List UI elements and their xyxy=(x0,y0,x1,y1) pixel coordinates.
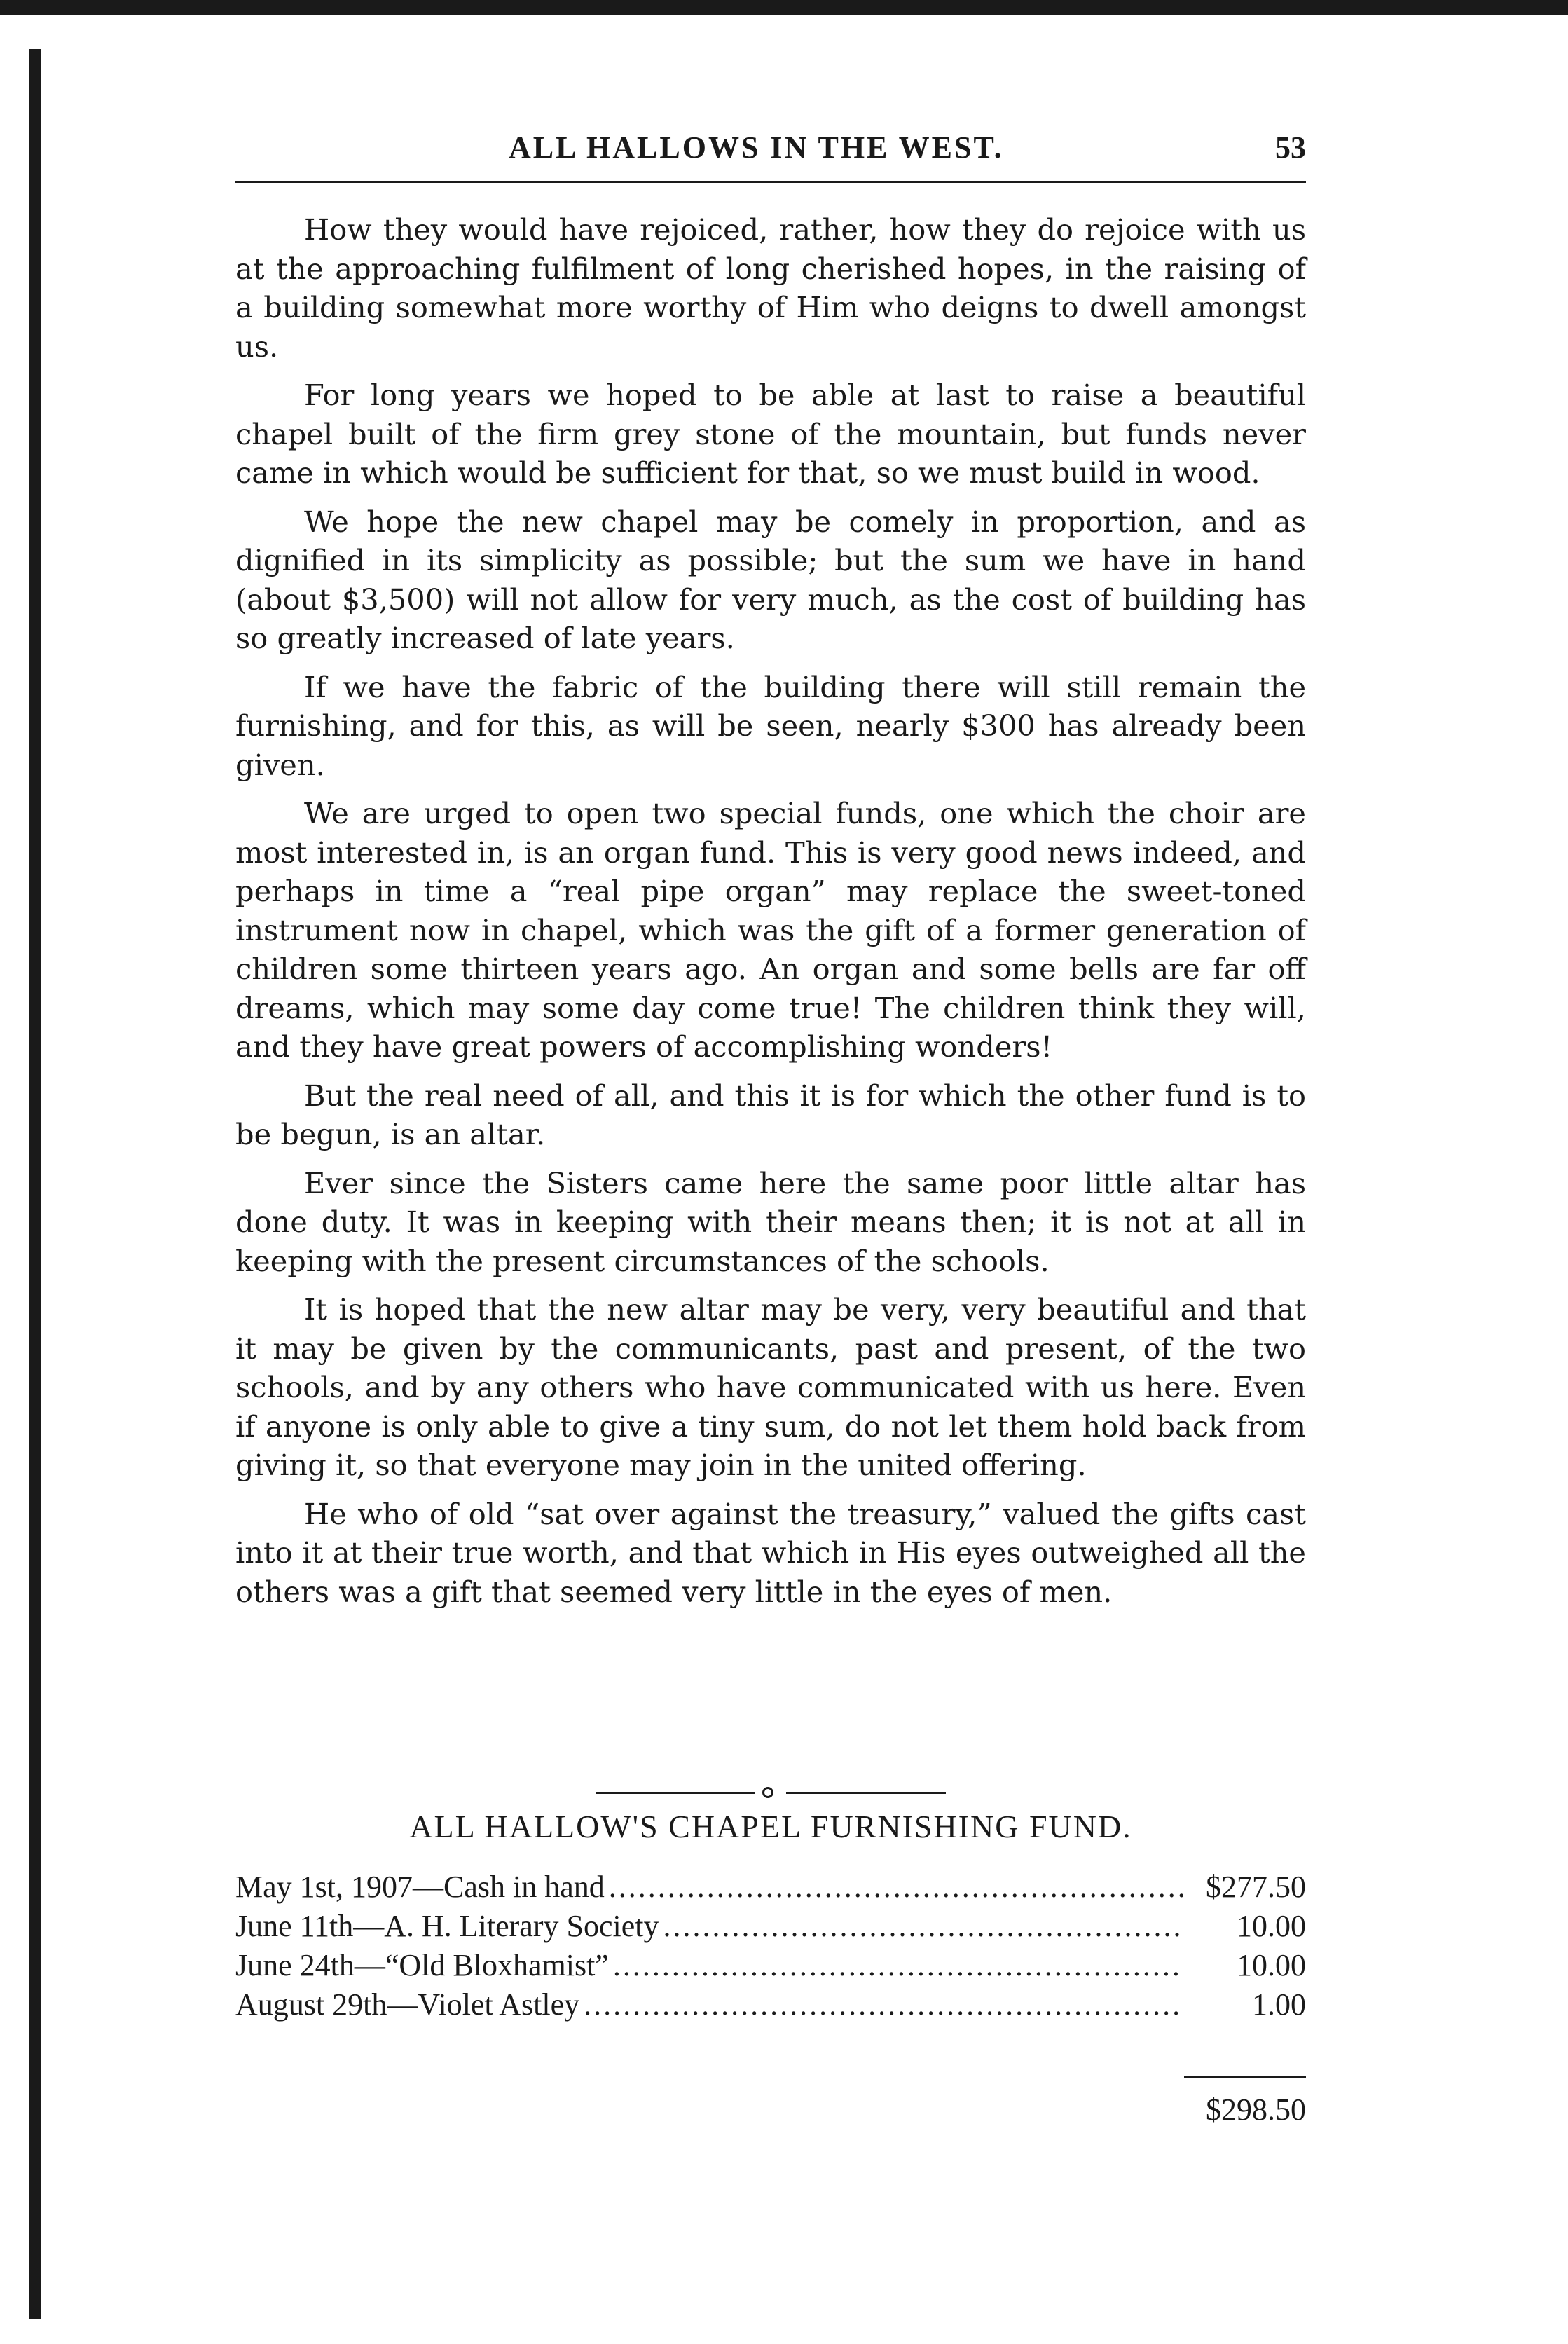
paragraph: For long years we hoped to be able at last to raise a beautiful chapel built of the firm grey stone of the mountain, but funds never came in which would be sufficient for that, so we must build in wood. xyxy=(235,378,1306,490)
paragraph: But the real need of all, and this it is for which the other fund is to be begun, is an altar. xyxy=(235,1078,1306,1151)
ledger-entry-label: June 11th—A. H. Literary Society xyxy=(235,1909,659,1943)
dot-leader xyxy=(584,1985,1183,2024)
ledger-entry-label: May 1st, 1907—Cash in hand xyxy=(235,1870,605,1904)
paragraph: If we have the fabric of the building there will still remain the furnishing, and for this, as will be seen, nearly $300 has already been given. xyxy=(235,669,1306,782)
ledger-entry-amount: $277.50 xyxy=(1206,1870,1306,1904)
fund-title: ALL HALLOW'S CHAPEL FURNISHING FUND. xyxy=(409,1809,1132,1844)
dot-leader xyxy=(663,1907,1183,1946)
ledger-entry-amount: 10.00 xyxy=(1237,1948,1306,1982)
divider-line xyxy=(596,1792,755,1794)
page-top-border xyxy=(0,0,1568,15)
paragraph: It is hoped that the new altar may be very, very beautiful and that it may be given by the communicants, past and present, of the two schools, and by any others who have communicated with us here. Even if anyone is only able to give a tiny sum, do not let them hold back from giving it, so that everyone may join in the united offering. xyxy=(235,1292,1306,1482)
section-divider xyxy=(596,1780,946,1805)
divider-line xyxy=(786,1792,946,1794)
ledger-entry-amount: 1.00 xyxy=(1252,1987,1306,2022)
ledger-entry-label: June 24th—“Old Bloxhamist” xyxy=(235,1948,609,1982)
paragraph: He who of old “sat over against the treasury,” valued the gifts cast into it at their true worth, and that which in His eyes outweighed all the others was a gift that seemed very little in the eyes of men. xyxy=(235,1496,1306,1609)
running-title: ALL HALLOWS IN THE WEST. xyxy=(509,130,1004,165)
ledger-entry-label: August 29th—Violet Astley xyxy=(235,1987,580,2022)
article-body xyxy=(235,210,1306,1621)
binding-edge xyxy=(29,49,41,2319)
page-number: 53 xyxy=(1275,130,1306,165)
ledger-row xyxy=(235,1907,1306,1946)
sum-rule xyxy=(1184,2076,1306,2078)
dot-leader xyxy=(609,1867,1183,1907)
fund-ledger xyxy=(235,1867,1306,2024)
divider-ornament-icon xyxy=(762,1787,773,1798)
paragraph: We hope the new chapel may be comely in proportion, and as dignified in its simplicity as possible; but the sum we have in hand (about $3,500) will not allow for very much, as the cost of building has so greatly increased of late years. xyxy=(235,504,1306,655)
paragraph: How they would have rejoiced, rather, how they do rejoice with us at the approaching fulfilment of long cherished hopes, in the raising of a building somewhat more worthy of Him who deigns to dwell amongst us. xyxy=(235,212,1306,364)
header-rule xyxy=(235,181,1306,183)
ledger-row xyxy=(235,1867,1306,1907)
paragraph: We are urged to open two special funds, one which the choir are most interested in, is an organ fund. This is very good news indeed, and perhaps in time a “real pipe organ” may replace the sweet-toned instrument now in chapel, which was the gift of a former generation of children some thirteen years ago. An organ and some bells are far off dreams, which may some day come true! The children think they will, and they have great powers of accomplishing wonders! xyxy=(235,796,1306,1064)
ledger-row xyxy=(235,1985,1306,2024)
fund-total: $298.50 xyxy=(1206,2092,1306,2127)
ledger-row xyxy=(235,1946,1306,1985)
dot-leader xyxy=(613,1946,1183,1985)
ledger-entry-amount: 10.00 xyxy=(1237,1909,1306,1943)
paragraph: Ever since the Sisters came here the same poor little altar has done duty. It was in keeping with their means then; it is not at all in keeping with the present circumstances of the schools. xyxy=(235,1165,1306,1278)
